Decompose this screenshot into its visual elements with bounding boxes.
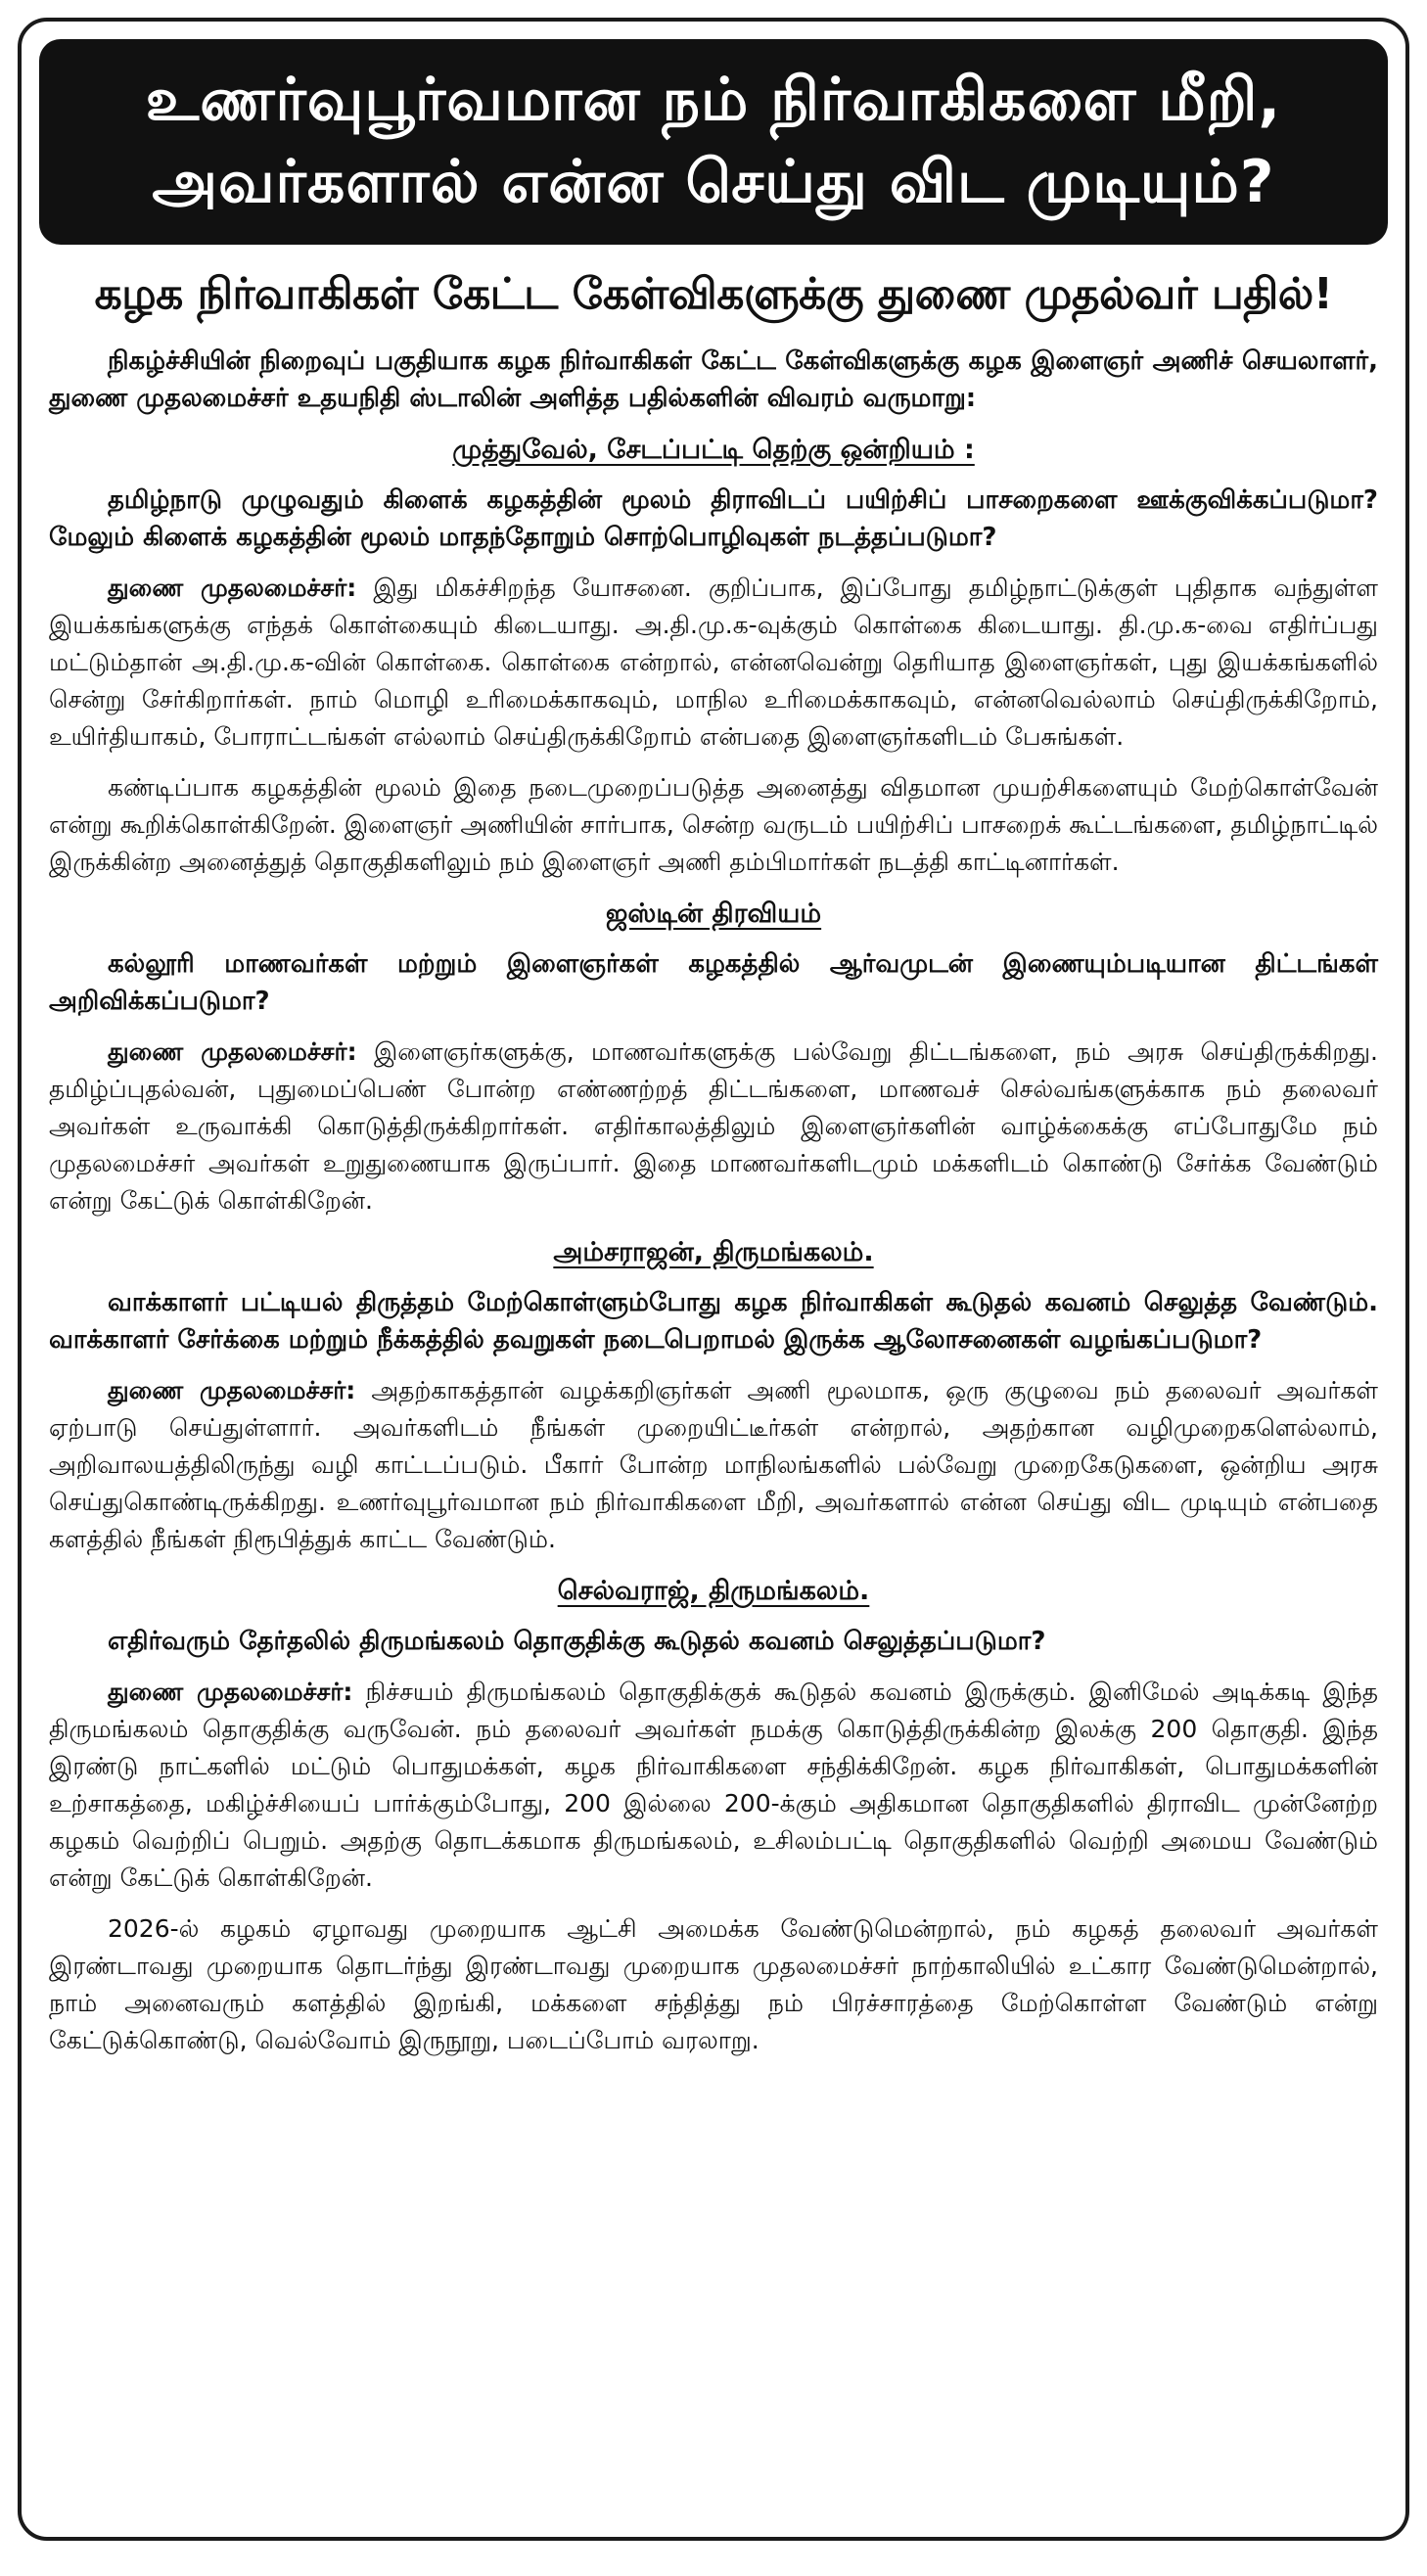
question-text: கல்லூரி மாணவர்கள் மற்றும் இளைஞர்கள் கழகத்தில் ஆர்வமுடன் இணையும்படியான திட்டங்கள் அறிவிக்கப்படுமா? [49,949,1378,1016]
questioner-name: அம்சராஜன், திருமங்கலம். [553,1237,874,1267]
answer-text: இது மிகச்சிறந்த யோசனை. குறிப்பாக, இப்போது தமிழ்நாட்டுக்குள் புதிதாக வந்துள்ள இயக்கங்களுக்கு எந்தக் கொள்கையும் கிடையாது. அ.தி.மு.க-வுக்கும் கொள்கை கிடையாது. தி.மு.க-வை எதிர்ப்பது மட்டும்தான் அ.தி.மு.க-வின் கொள்கை. கொள்கை என்றால், என்னவென்று தெரியாத இளைஞர்கள், புது இயக்கங்களில் சென்று சேர்கிறார்கள். நாம் மொழி உரிமைக்காகவும், மாநில உரிமைக்காகவும், என்னவெல்லாம் செய்திருக்கிறோம், உயிர்தியாகம், போராட்டங்கள் எல்லாம் செய்திருக்கிறோம் என்பதை இளைஞர்களிடம் பேசுங்கள். [49,574,1378,751]
answer-text: அதற்காகத்தான் வழக்கறிஞர்கள் அணி மூலமாக, ஒரு குழுவை நம் தலைவர் அவர்கள் ஏற்பாடு செய்துள்ளார். அவர்களிடம் நீங்கள் முறையிட்டீர்கள் என்றால், அதற்கான வழிமுறைகளெல்லாம், அறிவாலயத்திலிருந்து வழி காட்டப்படும். பீகார் போன்ற மாநிலங்களில் பல்வேறு முறைகேடுகளை, ஒன்றிய அரசு செய்துகொண்டிருக்கிறது. உணர்வுபூர்வமான நம் நிர்வாகிகளை மீறி, அவர்களால் என்ன செய்து விட முடியும் என்பதை களத்தில் நீங்கள் நிரூபித்துக் காட்ட வேண்டும். [49,1376,1378,1553]
answer-paragraph [49,1034,1378,1219]
answer-continuation: கண்டிப்பாக கழகத்தின் மூலம் இதை நடைமுறைப்படுத்த அனைத்து விதமான முயற்சிகளையும் மேற்கொள்வேன் என்று கூறிக்கொள்கிறேன். இளைஞர் அணியின் சார்பாக, சென்ற வருடம் பயிற்சிப் பாசறைக் கூட்டங்களை, தமிழ்நாட்டில் இருக்கின்ற அனைத்துத் தொகுதிகளிலும் நம் இளைஞர் அணி தம்பிமார்கள் நடத்தி காட்டினார்கள். [49,773,1378,876]
answer-text: நிச்சயம் திருமங்கலம் தொகுதிக்குக் கூடுதல் கவனம் இருக்கும். இனிமேல் அடிக்கடி இந்த திருமங்கலம் தொகுதிக்கு வருவேன். நம் தலைவர் அவர்கள் நமக்கு கொடுத்திருக்கின்ற இலக்கு 200 தொகுதி. இந்த இரண்டு நாட்களில் மட்டும் பொதுமக்கள், கழக நிர்வாகிகளை சந்திக்கிறேன். கழக நிர்வாகிகள், பொதுமக்களின் உற்சாகத்தை, மகிழ்ச்சியைப் பார்க்கும்போது, 200 இல்லை 200-க்கும் அதிகமான தொகுதிகளில் திராவிட முன்னேற்ற கழகம் வெற்றிப் பெறும். அதற்கு தொடக்கமாக திருமங்கலம், உசிலம்பட்டி தொகுதிகளில் வெற்றி அமைய வேண்டும் என்று கேட்டுக் கொள்கிறேன். [49,1678,1378,1892]
question-text: வாக்காளர் பட்டியல் திருத்தம் மேற்கொள்ளும்போது கழக நிர்வாகிகள் கூடுதல் கவனம் செலுத்த வேண்டும். வாக்காளர் சேர்க்கை மற்றும் நீக்கத்தில் தவறுகள் நடைபெறாமல் இருக்க ஆலோசனைகள் வழங்கப்படுமா? [49,1288,1378,1355]
answer-label: துணை முதலமைச்சர்: [108,1678,353,1706]
questioner-name: முத்துவேல், சேடப்பட்டி தெற்கு ஒன்றியம் : [452,435,975,465]
headline-line-1: உணர்வுபூர்வமான நம் நிர்வாகிகளை மீறி, [145,66,1282,134]
headline-line-2: அவர்களால் என்ன செய்து விட முடியும்? [152,148,1275,216]
answer-paragraph [49,570,1378,756]
answer-paragraph [49,1372,1378,1558]
closing-paragraph: 2026-ல் கழகம் ஏழாவது முறையாக ஆட்சி அமைக்க வேண்டுமென்றால், நம் கழகத் தலைவர் அவர்கள் இரண்டாவது முறையாக தொடர்ந்து இரண்டாவது முறையாக முதலமைச்சர் நாற்காலியில் உட்கார வேண்டுமென்றால், நாம் அனைவரும் களத்தில் இறங்கி, மக்களை சந்தித்து நம் பிரச்சாரத்தை மேற்கொள்ள வேண்டும் என்று கேட்டுக்கொண்டு, வெல்வோம் இருநூறு, படைப்போம் வரலாறு. [49,1914,1378,2054]
question-text: தமிழ்நாடு முழுவதும் கிளைக் கழகத்தின் மூலம் திராவிடப் பயிற்சிப் பாசறைகளை ஊக்குவிக்கப்படுமா? மேலும் கிளைக் கழகத்தின் மூலம் மாதந்தோறும் சொற்பொழிவுகள் நடத்தப்படுமா? [49,485,1378,552]
questioner-name: செல்வராஜ், திருமங்கலம். [557,1576,870,1606]
answer-label: துணை முதலமைச்சர்: [108,1037,357,1066]
answer-label: துணை முதலமைச்சர்: [108,574,357,602]
answer-paragraph [49,1674,1378,1897]
subtitle: கழக நிர்வாகிகள் கேட்ட கேள்விகளுக்கு துணை முதல்வர் பதில்! [94,269,1333,319]
intro-paragraph: நிகழ்ச்சியின் நிறைவுப் பகுதியாக கழக நிர்வாகிகள் கேட்ட கேள்விகளுக்கு கழக இளைஞர் அணிச் செயலாளர், துணை முதலமைச்சர் உதயநிதி ஸ்டாலின் அளித்த பதில்களின் விவரம் வருமாறு: [49,346,1378,413]
question-text: எதிர்வரும் தேர்தலில் திருமங்கலம் தொகுதிக்கு கூடுதல் கவனம் செலுத்தப்படுமா? [108,1627,1046,1656]
answer-text: இளைஞர்களுக்கு, மாணவர்களுக்கு பல்வேறு திட்டங்களை, நம் அரசு செய்திருக்கிறது. தமிழ்ப்புதல்வன், புதுமைப்பெண் போன்ற எண்ணற்றத் திட்டங்களை, மாணவச் செல்வங்களுக்காக நம் தலைவர் அவர்கள் உருவாக்கி கொடுத்திருக்கிறார்கள். எதிர்காலத்திலும் இளைஞர்களின் வாழ்க்கைக்கு எப்போதுமே நம் முதலமைச்சர் அவர்கள் உறுதுணையாக இருப்பார். இதை மாணவர்களிடமும் மக்களிடம் கொண்டு சேர்க்க வேண்டும் என்று கேட்டுக் கொள்கிறேன். [49,1037,1378,1215]
headline-banner [39,39,1388,245]
questioner-name: ஜஸ்டின் திரவியம் [605,898,822,929]
article-frame [18,18,1409,2541]
answer-label: துணை முதலமைச்சர்: [108,1376,356,1404]
